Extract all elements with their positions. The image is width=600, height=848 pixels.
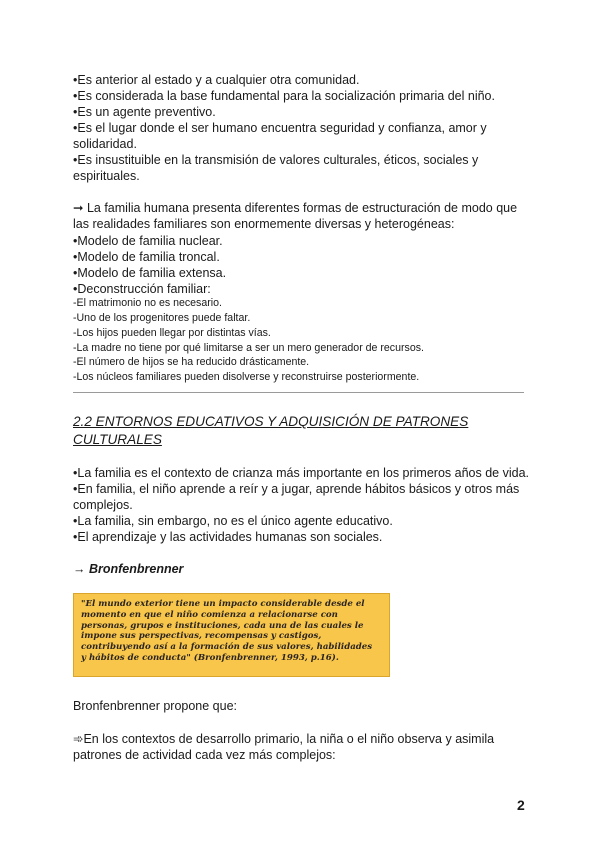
list-item: •Modelo de familia troncal. [73,250,220,264]
list-item: •Es insustituible en la transmisión de valores culturales, éticos, sociales y [73,153,479,167]
quote-image [73,593,390,677]
list-item: •En familia, el niño aprende a reír y a jugar, aprende hábitos básicos y otros más [73,482,520,496]
quote-line: contribuyendo así a la formación de sus valores, habilidades [81,642,373,653]
quote-line: personas, grupos e instituciones, cada una de las cuales le [81,620,364,631]
list-item: solidaridad. [73,137,137,151]
list-item: •El aprendizaje y las actividades humanas son sociales. [73,530,383,544]
section-heading: 2.2 ENTORNOS EDUCATIVOS Y ADQUISICIÓN DE PATRONES [73,414,469,429]
section-heading-continued: CULTURALES [73,432,162,447]
quote-line: y hábitos de conducta" (Bronfenbrenner, 1993, p.16). [81,652,339,663]
list-item: -La madre no tiene por qué limitarse a ser un mero generador de recursos. [73,342,424,354]
list-item: -Los núcleos familiares pueden disolverse y reconstruirse posteriormente. [73,371,420,383]
paragraph-line: Bronfenbrenner propone que: [73,699,238,713]
paragraph-line: ➾En los contextos de desarrollo primario, la niña o el niño observa y asimila [73,732,495,746]
quote-line: momento en que el niño comienza a relacionarse con [81,609,338,620]
horizontal-divider [73,392,524,393]
list-item: -El número de hijos se ha reducido drásticamente. [73,356,310,368]
list-item: -El matrimonio no es necesario. [73,297,222,309]
paragraph-line: patrones de actividad cada vez más complejos: [73,748,336,762]
list-item: •Es el lugar donde el ser humano encuentra seguridad y confianza, amor y [73,121,487,135]
list-item: -Uno de los progenitores puede faltar. [73,312,251,324]
list-item: •La familia, sin embargo, no es el único agente educativo. [73,514,393,528]
list-item: •Es un agente preventivo. [73,105,216,119]
list-item: -Los hijos pueden llegar por distintas vías. [73,327,271,339]
list-item: •Es anterior al estado y a cualquier otra comunidad. [73,73,360,87]
subheading: → Bronfenbrenner [73,562,184,576]
quote-line: impone sus perspectivas, recompensas y castigos, [81,631,322,642]
page-number: 2 [517,797,525,813]
list-item: •Es considerada la base fundamental para la socialización primaria del niño. [73,89,495,103]
list-item: •Modelo de familia nuclear. [73,234,223,248]
paragraph-line: ➞ La familia humana presenta diferentes formas de estructuración de modo que [73,201,518,215]
paragraph-line: las realidades familiares son enormemente diversas y heterogéneas: [73,217,455,231]
list-item: complejos. [73,498,133,512]
list-item: •Modelo de familia extensa. [73,266,227,280]
quote-line: "El mundo exterior tiene un impacto considerable desde el [81,599,365,609]
list-item: •La familia es el contexto de crianza más importante en los primeros años de vida. [73,466,529,480]
list-item: •Deconstrucción familiar: [73,282,211,296]
list-item: espirituales. [73,169,140,183]
